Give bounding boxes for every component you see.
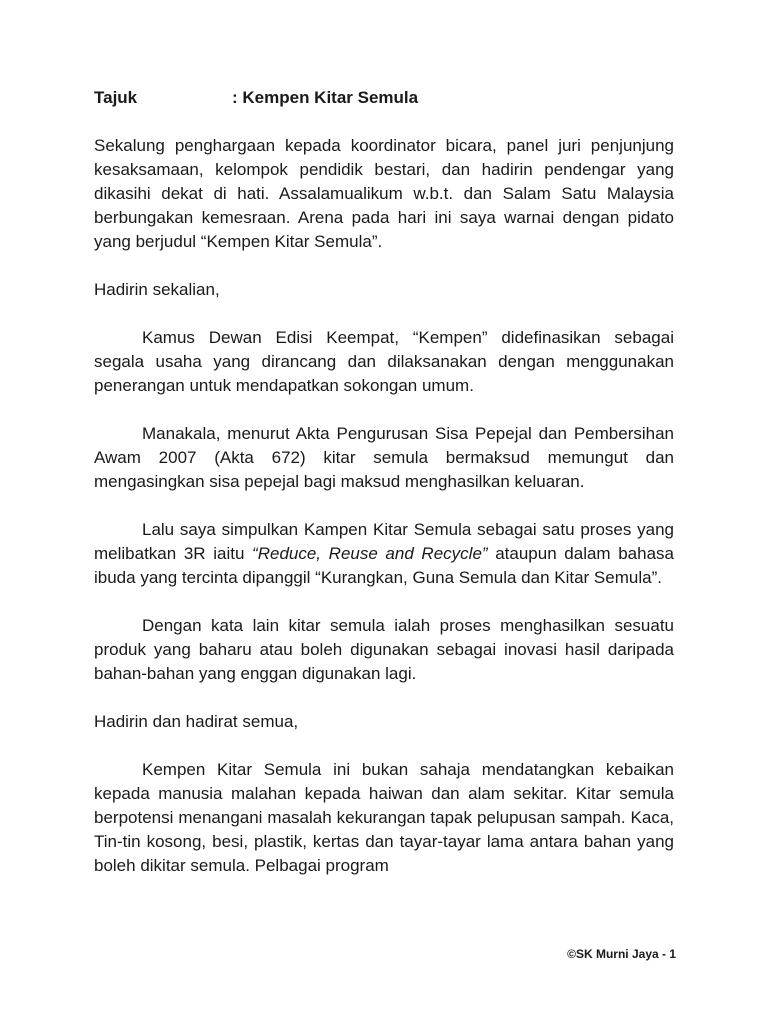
paragraph-address-1: Hadirin sekalian, [94,280,220,299]
paragraph-definition-kempen: Kamus Dewan Edisi Keempat, “Kempen” didefinasikan sebagai segala usaha yang dirancang dan dilaksanakan dengan menggunakan penerangan untuk mendapatkan sokongan umum. [94,328,674,395]
paragraph-benefits: Kempen Kitar Semula ini bukan sahaja mendatangkan kebaikan kepada manusia malahan kepada haiwan dan alam sekitar. Kitar semula berpotensi menangani masalah kekurangan tapak pelupusan sampah. Kaca, Tin-tin kosong, besi, plastik, kertas dan tayar-tayar lama antara bahan yang boleh dikitar semula. Pelbagai program [94,760,674,875]
paragraph-address-2: Hadirin dan hadirat semua, [94,712,299,731]
paragraph-3r-italic: “Reduce, Reuse and Recycle” [252,544,488,563]
document-title [94,86,674,110]
title-label: Tajuk [94,88,138,107]
paragraph-definition-akta: Manakala, menurut Akta Pengurusan Sisa Pepejal dan Pembersihan Awam 2007 (Akta 672) kitar semula bermaksud memungut dan mengasingkan sisa pepejal bagi maksud menghasilkan keluaran. [94,424,674,491]
page-footer: ©SK Murni Jaya - 1 [567,947,676,961]
paragraph-process: Dengan kata lain kitar semula ialah proses menghasilkan sesuatu produk yang baharu atau boleh digunakan sebagai inovasi hasil daripada bahan-bahan yang enggan digunakan lagi. [94,616,674,683]
paragraph-3r-text-b: ataupun dalam bahasa ibuda yang tercinta dipanggil “Kurangkan, Guna Semula dan Kitar Semula”. [94,544,674,587]
paragraph-greeting: Sekalung penghargaan kepada koordinator bicara, panel juri penjunjung kesaksamaan, kelompok pendidik bestari, dan hadirin pendengar yang dikasihi dekat di hati. Assalamualikum w.b.t. dan Salam Satu Malaysia berbungakan kemesraan. Arena pada hari ini saya warnai dengan pidato yang berjudul “Kempen Kitar Semula”. [94,136,674,251]
paragraph-3r-text-a: Lalu saya simpulkan Kampen Kitar Semula sebagai satu proses yang melibatkan 3R iaitu [94,520,674,563]
paragraph-3r [94,518,674,590]
title-value: : Kempen Kitar Semula [232,88,419,107]
